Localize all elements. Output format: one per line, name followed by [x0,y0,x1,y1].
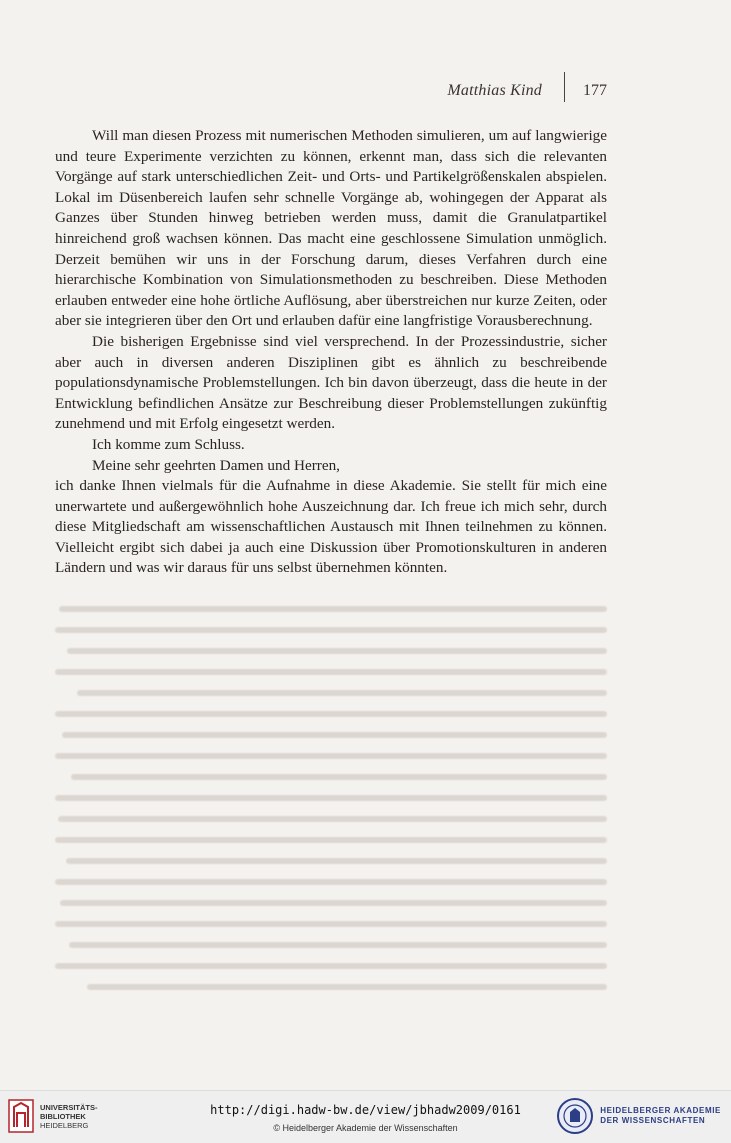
academy-logo[interactable] [556,1097,721,1135]
show-through-lines [55,600,607,1010]
library-name-line-1: UNIVERSITÄTS- [40,1102,98,1112]
copyright-notice: © Heidelberger Akademie der Wissenschaften [273,1123,458,1133]
header-author: Matthias Kind [447,82,542,99]
paragraph: Will man diesen Prozess mit numerischen Methoden simulieren, um auf langwierige und teure Experimente verzichten zu können, erkennt man, dass sich die relevanten Vorgänge auf stark unterschiedlichen Zeit- und Orts- und Partikelgrößenskalen abspielen. Lokal im Düsenbereich laufen sehr schnelle Vorgänge ab, wohingegen der Apparat als Ganzes über Stunden hinweg betrieben werden muss, damit die Granulatpartikel hinreichend groß wachsen können. Das macht eine geschlossene Simulation unmöglich. Derzeit bemühen wir uns in der Forschung darum, dieses Verfahren durch eine hierarchische Kombination von Simulationsmethoden zu beschreiben. Diese Methoden erlauben entweder eine hohe örtliche Auflösung, aber überstreichen nur kurze Zeiten, oder aber sie integrieren über den Ort und erlauben dafür eine langfristige Vorausberechnung. [55,127,607,330]
academy-name [600,1106,721,1126]
paragraph: Ich komme zum Schluss. [92,435,245,453]
show-through-texture [55,600,607,1010]
viewer-footer [0,1090,731,1143]
academy-name-line-2: DER WISSENSCHAFTEN [600,1116,706,1125]
paragraph: Meine sehr geehrten Damen und Herren, [92,456,340,474]
academy-seal-icon [556,1097,594,1135]
body-text [55,126,607,579]
library-city: HEIDELBERG [40,1120,89,1130]
library-name-line-2: BIBLIOTHEK [40,1111,86,1121]
academy-name-line-1: HEIDELBERGER AKADEMIE [600,1106,721,1115]
paragraph: Die bisherigen Ergebnisse sind viel versprechend. In der Prozessindustrie, sicher aber auch in diversen anderen Disziplinen gibt es ähnlich zu beschreibende populationsdynamische Problemstellungen. Ich bin davon überzeugt, dass die heute in der Entwicklung befindlichen Ansätze zur Beschreibung dieser Problemstellungen zukünftig zunehmend und mit Erfolg eingesetzt werden. [55,332,607,433]
page-number: 177 [583,82,607,99]
permalink-url[interactable]: http://digi.hadw-bw.de/view/jbhadw2009/0161 [210,1103,521,1117]
running-header [447,76,607,106]
header-divider [564,72,565,102]
paragraph: ich danke Ihnen vielmals für die Aufnahme in diese Akademie. Sie stellt für mich eine unerwartete und außergewöhnlich hohe Auszeichnung dar. Ich freue ich mich sehr, durch diese Mitgliedschaft am wissenschaftlichen Austausch mit Ihnen teilnehmen zu können. Vielleicht ergibt sich dabei ja auch eine Diskussion über Promotionskulturen in anderen Ländern und was wir daraus für uns selbst übernehmen könnten. [55,477,607,577]
